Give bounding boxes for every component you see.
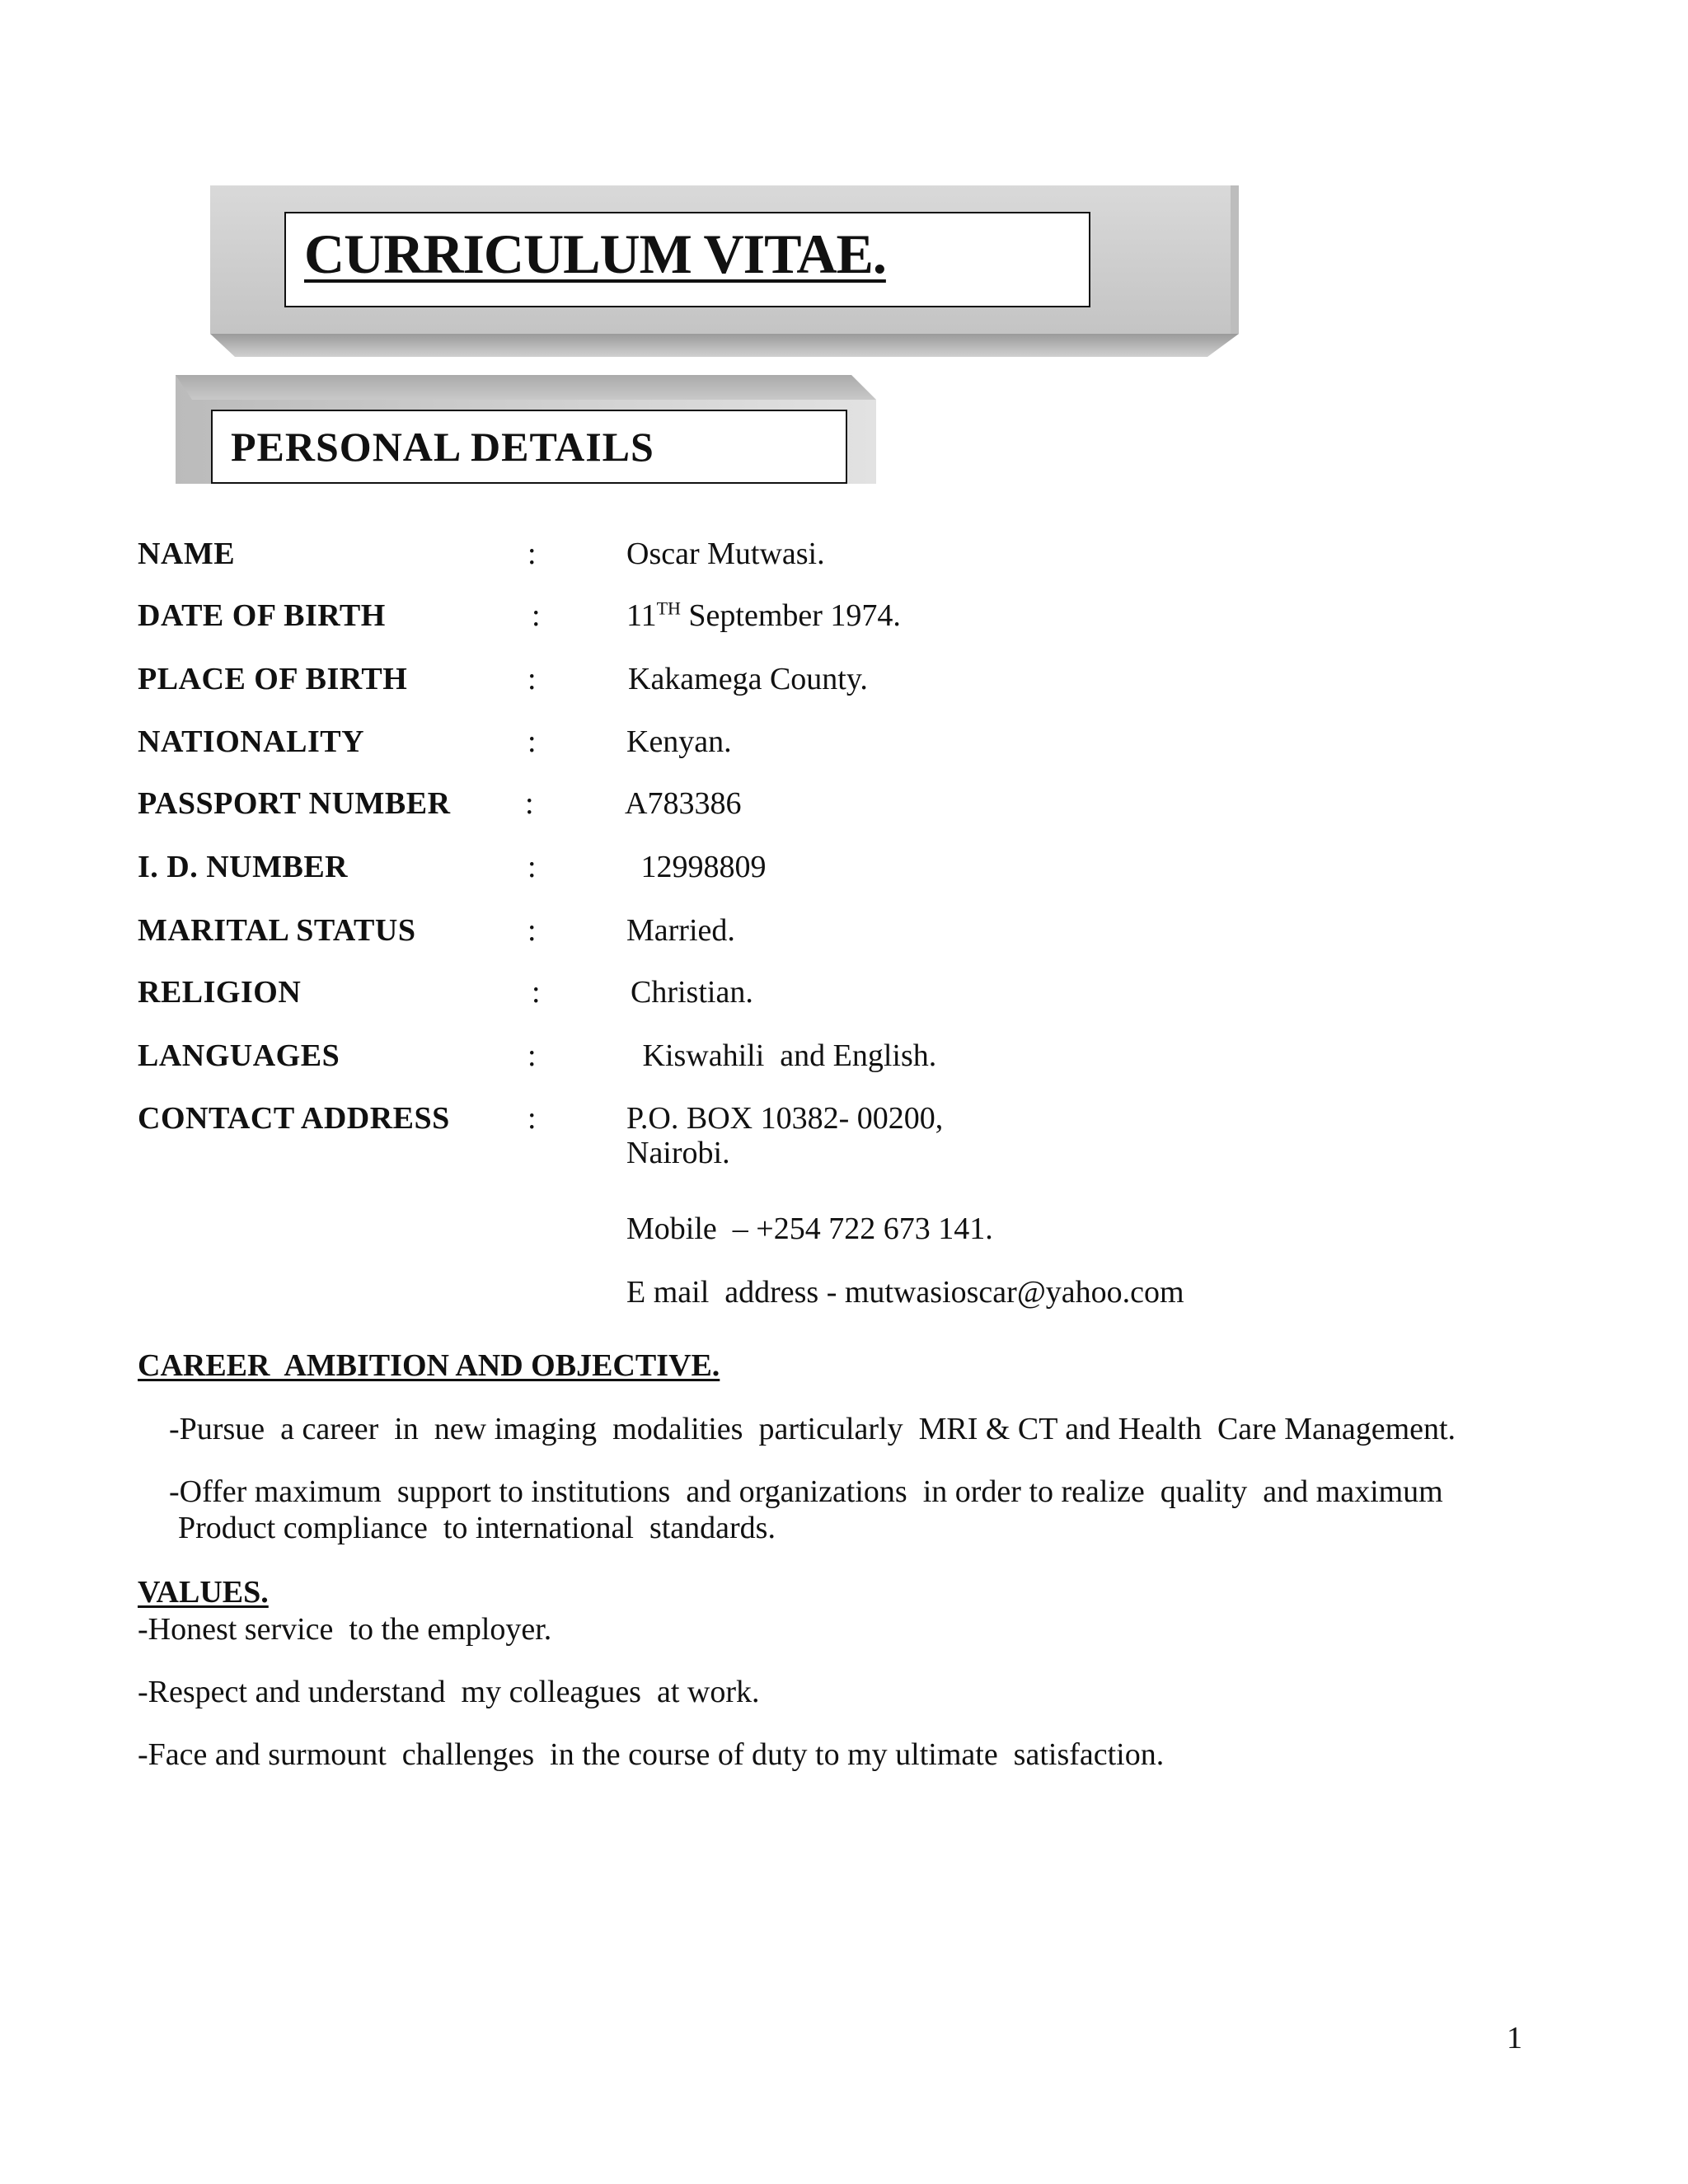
title-box: [284, 212, 1090, 307]
contact-email: E mail address - mutwasioscar@yahoo.com: [626, 1275, 1184, 1310]
detail-colon: :: [532, 598, 541, 633]
detail-value: P.O. BOX 10382- 00200,: [626, 1101, 944, 1136]
contact-city: Nairobi.: [626, 1136, 730, 1170]
detail-label: NATIONALITY: [138, 724, 365, 759]
detail-label: LANGUAGES: [138, 1038, 340, 1073]
detail-colon: :: [528, 850, 537, 884]
detail-value: Married.: [626, 913, 735, 948]
detail-label: PASSPORT NUMBER: [138, 786, 451, 821]
detail-value: Kenyan.: [626, 724, 732, 759]
detail-value: [626, 595, 901, 636]
dob-superscript: TH: [656, 598, 681, 619]
career-line-3: Product compliance to international standards.: [178, 1511, 776, 1545]
detail-value: A783386: [625, 786, 742, 821]
detail-label: RELIGION: [138, 975, 302, 1010]
dob-day: 11: [626, 598, 657, 633]
detail-label: PLACE OF BIRTH: [138, 662, 408, 696]
dob-rest: September 1974.: [680, 598, 901, 633]
values-line-2: -Respect and understand my colleagues at work.: [138, 1675, 760, 1709]
career-line-2: -Offer maximum support to institutions and organizations in order to realize quality and maximum: [169, 1474, 1443, 1509]
values-heading: VALUES.: [138, 1575, 269, 1610]
detail-label: CONTACT ADDRESS: [138, 1101, 450, 1136]
detail-colon: :: [525, 786, 534, 821]
values-line-1: -Honest service to the employer.: [138, 1612, 552, 1647]
detail-value: Christian.: [631, 975, 753, 1010]
personal-details-box: [211, 410, 847, 484]
career-line-1: -Pursue a career in new imaging modalities particularly MRI & CT and Health Care Management.: [169, 1412, 1456, 1446]
detail-colon: :: [528, 913, 537, 948]
detail-label: I. D. NUMBER: [138, 850, 349, 884]
career-heading: CAREER AMBITION AND OBJECTIVE.: [138, 1348, 720, 1383]
values-line-3: -Face and surmount challenges in the course of duty to my ultimate satisfaction.: [138, 1737, 1165, 1772]
page-title: CURRICULUM VITAE.: [304, 223, 886, 285]
detail-colon: :: [528, 662, 537, 696]
contact-mobile: Mobile – +254 722 673 141.: [626, 1212, 993, 1246]
detail-colon: :: [528, 724, 537, 759]
page-number: 1: [1507, 2021, 1522, 2055]
detail-label: DATE OF BIRTH: [138, 598, 386, 633]
detail-value: Kiswahili and English.: [635, 1038, 937, 1073]
detail-value: 12998809: [633, 850, 767, 884]
detail-colon: :: [528, 1101, 537, 1136]
detail-colon: :: [528, 1038, 537, 1073]
detail-label: MARITAL STATUS: [138, 913, 416, 948]
detail-value: Oscar Mutwasi.: [626, 537, 825, 571]
detail-colon: :: [528, 537, 537, 571]
detail-value: Kakamega County.: [628, 662, 868, 696]
detail-colon: :: [532, 975, 541, 1010]
detail-label: NAME: [138, 537, 236, 571]
personal-details-heading: PERSONAL DETAILS: [231, 424, 654, 470]
